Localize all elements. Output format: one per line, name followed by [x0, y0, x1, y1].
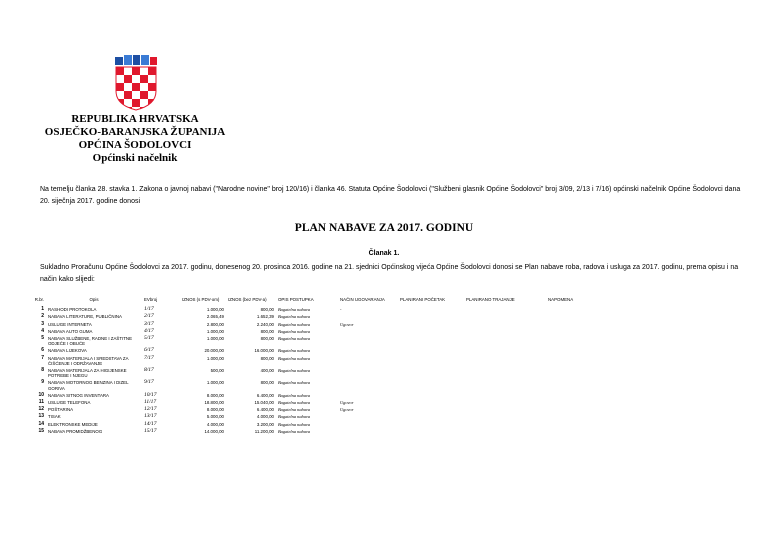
- row-description: USLUGE INTERNETA: [48, 321, 92, 327]
- shield-square: [148, 67, 156, 75]
- row-amount-with-vat: 20.000,00: [204, 348, 224, 354]
- col-header-procedure: OPIS POSTUPKA: [278, 297, 314, 302]
- row-contracting: [338, 414, 398, 421]
- shield-square: [132, 67, 140, 75]
- row-duration: [464, 307, 546, 314]
- row-procedure: Bagatelna nabava: [278, 348, 311, 354]
- row-amount-with-vat: 5.000,00: [206, 414, 224, 420]
- row-start: [398, 322, 464, 329]
- row-duration: [464, 414, 546, 421]
- row-note: [546, 348, 600, 355]
- row-procedure: Bagatelna nabava: [278, 392, 311, 398]
- row-procedure: Bagatelna nabava: [278, 400, 311, 406]
- row-contracting: [338, 368, 398, 380]
- row-number: 1: [41, 306, 44, 313]
- row-procedure: Bagatelna nabava: [278, 314, 311, 320]
- row-procedure: Bagatelna nabava: [278, 428, 311, 434]
- coat-of-arms-icon: [112, 55, 160, 111]
- col-header-without-vat: IZNOS (bez PDV-a): [228, 297, 267, 302]
- row-ev-number: 9/17: [144, 379, 154, 386]
- table-row: [20, 356, 600, 368]
- shield-square: [124, 83, 132, 91]
- row-note: [546, 314, 600, 321]
- row-note: [546, 429, 600, 436]
- row-amount-without-vat: 2.240,00: [256, 321, 274, 327]
- row-duration: [464, 329, 546, 336]
- shield-square: [132, 91, 140, 99]
- row-description: NABAVA SITNOG INVENTARA: [48, 392, 109, 398]
- shield-square: [148, 75, 156, 83]
- row-amount-with-vat: 1.000,00: [206, 380, 224, 386]
- row-note: [546, 336, 600, 348]
- row-number: 4: [41, 327, 44, 334]
- row-contracting: [338, 329, 398, 336]
- row-contracting: [338, 380, 398, 392]
- row-start: [398, 414, 464, 421]
- table-row: [20, 329, 600, 336]
- row-amount-without-vat: 11.200,00: [254, 428, 274, 434]
- shield-square: [148, 83, 156, 91]
- row-start: [398, 429, 464, 436]
- row-note: [546, 368, 600, 380]
- row-start: [398, 393, 464, 400]
- row-description: NABAVA PROMIDŽBENOG: [48, 428, 103, 434]
- row-number: 9: [41, 379, 44, 386]
- shield-square: [140, 83, 148, 91]
- row-ev-number: 15/17: [144, 427, 157, 434]
- row-ev-number: 14/17: [144, 420, 157, 427]
- shield-square: [124, 91, 132, 99]
- col-header-contracting: NAČIN UGOVARANJA: [340, 297, 385, 302]
- row-description: POŠTARINA: [48, 407, 74, 413]
- row-note: [546, 393, 600, 400]
- row-ev-number: 8/17: [144, 367, 154, 374]
- row-procedure: Bagatelna nabava: [278, 407, 311, 413]
- row-start: [398, 356, 464, 368]
- row-amount-without-vat: 3.200,00: [256, 421, 274, 427]
- shield-square: [116, 99, 124, 107]
- row-amount-without-vat: 16.000,00: [254, 348, 274, 354]
- row-description: ELEKTRONSKE MEDIJE: [48, 421, 98, 427]
- row-contracting: Ugovor: [340, 400, 354, 406]
- row-number: 13: [38, 413, 44, 420]
- row-description: NABAVA SLUŽBENE, RADNE I ZAŠTITNE ODJEĆE I OBUĆE: [48, 336, 133, 347]
- col-header-ev: EVbroj: [144, 297, 158, 302]
- row-ev-number: 11/17: [144, 399, 157, 406]
- row-start: [398, 407, 464, 414]
- row-number: 11: [38, 399, 44, 406]
- row-amount-without-vat: 1.652,39: [256, 314, 274, 320]
- header-county: OSJEČKO-BARANJSKA ŽUPANIJA: [44, 126, 226, 138]
- row-duration: [464, 429, 546, 436]
- row-description: NABAVA LIJEKOVA: [48, 348, 87, 354]
- row-note: [546, 422, 600, 429]
- shield-square: [132, 83, 140, 91]
- row-contracting: Ugovor: [340, 321, 354, 327]
- row-amount-with-vat: 1.000,00: [206, 328, 224, 334]
- table-row: [20, 414, 600, 421]
- row-start: [398, 400, 464, 407]
- row-ev-number: 7/17: [144, 354, 154, 361]
- table-row: [20, 322, 600, 329]
- row-procedure: Bagatelna nabava: [278, 368, 311, 374]
- row-amount-with-vat: 8.000,00: [206, 407, 224, 413]
- row-start: [398, 368, 464, 380]
- row-procedure: Bagatelna nabava: [278, 307, 311, 313]
- row-description: NABAVA MATERIJALA ZA HIGIJENSKE POTREBE I NJEGU: [48, 368, 127, 379]
- row-contracting: Ugovor: [340, 407, 354, 413]
- row-duration: [464, 356, 546, 368]
- row-description: NABAVA LITERATURE, PUBLIČNINA: [48, 314, 122, 320]
- header-office: Općinski načelnik: [92, 152, 178, 164]
- row-amount-with-vat: 2.800,00: [206, 321, 224, 327]
- row-description: RASHODI PROTOKOLA: [48, 307, 97, 313]
- row-description: USLUGE TELEFONA: [48, 400, 91, 406]
- row-duration: [464, 368, 546, 380]
- row-amount-with-vat: 1.000,00: [206, 336, 224, 342]
- row-procedure: Bagatelna nabava: [278, 380, 311, 386]
- row-amount-without-vat: 15.040,00: [254, 400, 274, 406]
- row-number: 15: [38, 427, 44, 434]
- header-municipality: OPĆINA ŠODOLOVCI: [78, 139, 192, 151]
- shield-square: [124, 67, 132, 75]
- row-procedure: Bagatelna nabava: [278, 321, 311, 327]
- row-amount-without-vat: 800,00: [260, 355, 274, 361]
- row-description: NABAVA MOTORNOG BENZINA I DIZEL GORIVA: [48, 380, 129, 391]
- row-amount-without-vat: 800,00: [260, 328, 274, 334]
- row-amount-without-vat: 800,00: [260, 380, 274, 386]
- col-header-description: Opis: [89, 297, 99, 302]
- row-number: 2: [41, 313, 44, 320]
- row-start: [398, 307, 464, 314]
- shield-square: [140, 67, 148, 75]
- table-row: [20, 368, 600, 380]
- row-amount-without-vat: 800,00: [260, 336, 274, 342]
- row-amount-with-vat: 1.000,00: [206, 307, 224, 313]
- row-number: 8: [41, 367, 44, 374]
- row-amount-with-vat: 500,00: [210, 368, 224, 374]
- row-amount-without-vat: 4.000,00: [256, 414, 274, 420]
- shield-square: [124, 75, 132, 83]
- row-duration: [464, 322, 546, 329]
- table-row: [20, 393, 600, 400]
- procurement-table: [20, 297, 600, 436]
- shield-square: [148, 99, 156, 107]
- table-header-row: [20, 297, 600, 307]
- row-note: [546, 380, 600, 392]
- row-number: 6: [41, 347, 44, 354]
- row-start: [398, 336, 464, 348]
- row-number: 7: [41, 354, 44, 361]
- table-row: [20, 307, 600, 314]
- row-duration: [464, 400, 546, 407]
- row-number: 14: [38, 420, 44, 427]
- row-amount-without-vat: 800,00: [260, 307, 274, 313]
- row-contracting: -: [340, 307, 342, 313]
- row-contracting: [338, 429, 398, 436]
- row-procedure: Bagatelna nabava: [278, 336, 311, 342]
- shield-square: [140, 91, 148, 99]
- row-procedure: Bagatelna nabava: [278, 414, 311, 420]
- row-contracting: [338, 348, 398, 355]
- col-header-no: R.br.: [34, 297, 44, 302]
- document-title: PLAN NABAVE ZA 2017. GODINU: [294, 222, 474, 234]
- row-contracting: [338, 422, 398, 429]
- table-row: [20, 380, 600, 392]
- row-amount-with-vat: 4.000,00: [206, 421, 224, 427]
- row-duration: [464, 314, 546, 321]
- row-duration: [464, 380, 546, 392]
- shield-square: [132, 99, 140, 107]
- table-row: [20, 336, 600, 348]
- row-amount-with-vat: 8.000,00: [206, 392, 224, 398]
- row-contracting: [338, 336, 398, 348]
- row-ev-number: 12/17: [144, 406, 157, 413]
- shield-square: [140, 75, 148, 83]
- row-amount-with-vat: 14.000,00: [204, 428, 224, 434]
- shield-square: [148, 107, 156, 111]
- row-amount-without-vat: 6.400,00: [256, 407, 274, 413]
- row-number: 5: [41, 335, 44, 342]
- row-ev-number: 2/17: [144, 313, 154, 320]
- row-start: [398, 422, 464, 429]
- table-row: [20, 429, 600, 436]
- row-duration: [464, 393, 546, 400]
- row-duration: [464, 407, 546, 414]
- row-note: [546, 322, 600, 329]
- row-ev-number: 1/17: [144, 306, 154, 313]
- issuer-header: [20, 113, 250, 165]
- col-header-note: NAPOMENA: [548, 297, 574, 302]
- shield-square: [116, 83, 124, 91]
- row-description: NABAVA MATERIJALA I SREDSTAVA ZA ČIŠĆENJE I ODRŽAVANJE: [48, 355, 129, 366]
- row-amount-without-vat: 6.400,00: [256, 392, 274, 398]
- row-procedure: Bagatelna nabava: [278, 355, 311, 361]
- row-procedure: Bagatelna nabava: [278, 421, 311, 427]
- row-start: [398, 380, 464, 392]
- col-header-with-vat: IZNOS (s PDV-om): [182, 297, 220, 302]
- row-contracting: [338, 356, 398, 368]
- row-note: [546, 414, 600, 421]
- row-start: [398, 329, 464, 336]
- row-ev-number: 4/17: [144, 327, 154, 334]
- row-ev-number: 5/17: [144, 335, 154, 342]
- row-ev-number: 10/17: [144, 391, 157, 398]
- row-ev-number: 13/17: [144, 413, 157, 420]
- row-amount-with-vat: 18.800,00: [204, 400, 224, 406]
- table-row: [20, 348, 600, 355]
- row-note: [546, 329, 600, 336]
- article-text: Sukladno Proračunu Općine Šodolovci za 2017. godinu, donesenog 20. prosinca 2016. godine na 21. sjednici Općinskog vijeća Općine Šodolovci donosi se Plan nabave roba, radova i usluga za 2017. godinu, prema opisu i na način kako slijedi:: [40, 264, 739, 283]
- row-note: [546, 307, 600, 314]
- row-note: [546, 400, 600, 407]
- row-number: 12: [38, 406, 44, 413]
- shield-square: [116, 107, 124, 111]
- col-header-duration: PLANIRANO TRAJANJE: [466, 297, 515, 302]
- row-amount-with-vat: 1.000,00: [206, 355, 224, 361]
- row-duration: [464, 348, 546, 355]
- row-ev-number: 6/17: [144, 347, 154, 354]
- row-number: 10: [38, 391, 44, 398]
- table-row: [20, 407, 600, 414]
- shield-square: [116, 75, 124, 83]
- row-amount-with-vat: 2.065,49: [206, 314, 224, 320]
- crown: [115, 55, 157, 65]
- intro-paragraph: Na temelju članka 28. stavka 1. Zakona o javnoj nabavi ("Narodne novine" broj 120/16) i članka 46. Statuta Općine Šodolovci ("Službeni glasnik Općine Šodolovci" broj 3/09, 2/13 i 7/16) općinski načelnik Općine Šodolovci dana 20. siječnja 2017. godine donosi: [40, 186, 741, 205]
- table-row: [20, 314, 600, 321]
- row-contracting: [338, 314, 398, 321]
- row-amount-without-vat: 400,00: [260, 368, 274, 374]
- row-contracting: [338, 393, 398, 400]
- row-note: [546, 356, 600, 368]
- row-description: TISAK: [48, 414, 61, 420]
- row-ev-number: 3/17: [144, 320, 154, 327]
- row-duration: [464, 336, 546, 348]
- row-description: NABAVA AUTO GUMA: [48, 328, 93, 334]
- row-start: [398, 348, 464, 355]
- row-number: 3: [41, 320, 44, 327]
- table-row: [20, 422, 600, 429]
- row-duration: [464, 422, 546, 429]
- article-heading: Članak 1.: [368, 250, 400, 257]
- row-start: [398, 314, 464, 321]
- col-header-start: PLANIRANI POČETAK: [400, 297, 446, 302]
- header-republic: REPUBLIKA HRVATSKA: [71, 113, 199, 125]
- row-procedure: Bagatelna nabava: [278, 328, 311, 334]
- row-note: [546, 407, 600, 414]
- shield-square: [116, 67, 124, 75]
- table-row: [20, 400, 600, 407]
- shield-square: [132, 75, 140, 83]
